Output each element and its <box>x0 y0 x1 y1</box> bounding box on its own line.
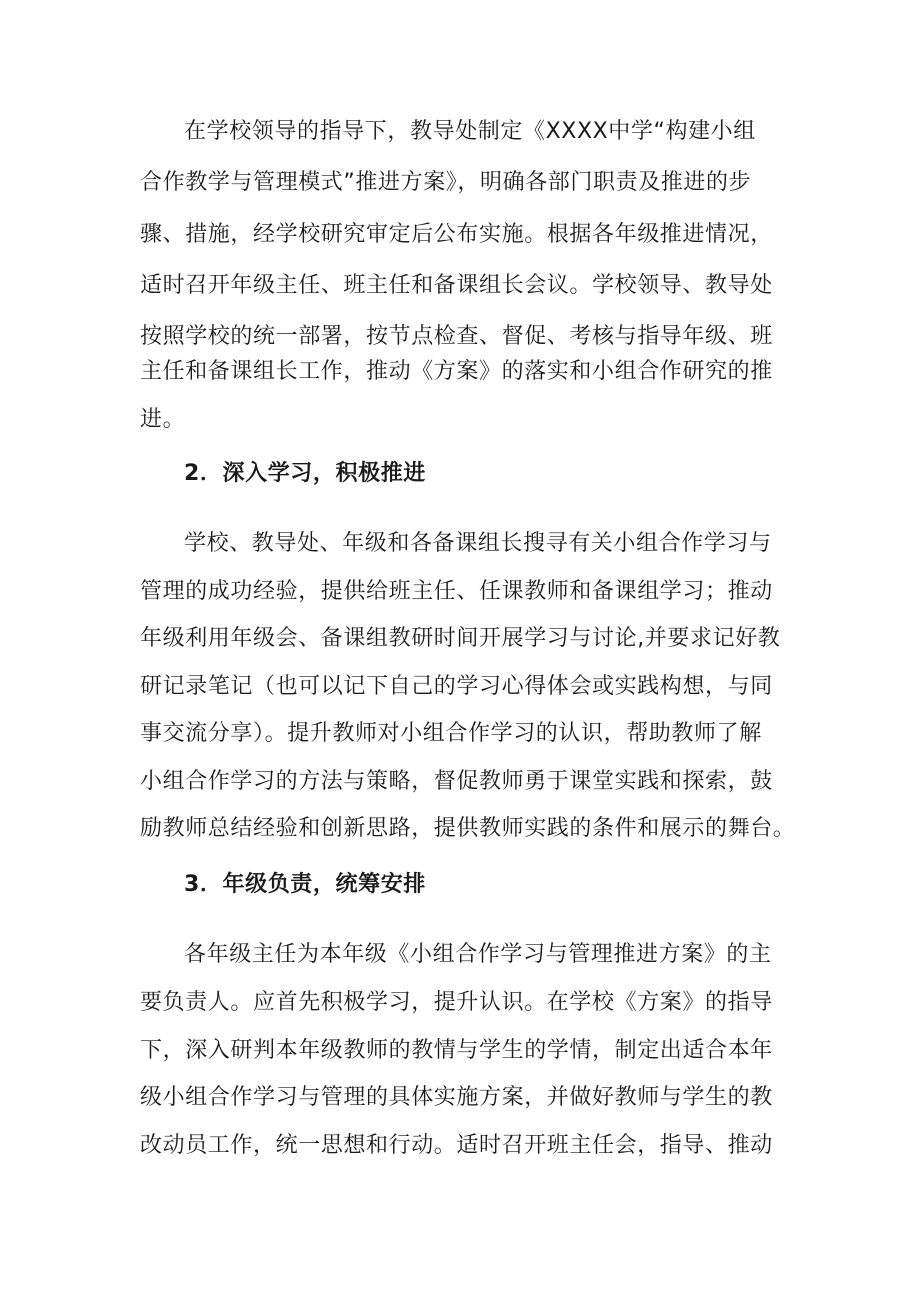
paragraph-2-line-6: 小组合作学习的方法与策略，督促教师勇于课堂实践和探索，鼓 <box>140 769 773 794</box>
paragraph-1-line-6: 主任和备课组长工作，推动《方案》的落实和小组合作研究的推 <box>140 359 773 384</box>
paragraph-2-line-7: 励教师总结经验和创新思路，提供教师实践的条件和展示的舞台。 <box>140 816 796 841</box>
paragraph-2-line-4: 研记录笔记（也可以记下自己的学习心得体会或实践构想，与同 <box>140 674 773 699</box>
paragraph-3-line-2: 要负责人。应首先积极学习，提升认识。在学校《方案》的指导 <box>140 990 773 1015</box>
paragraph-3-line-4: 级小组合作学习与管理的具体实施方案，并做好教师与学生的教 <box>140 1085 773 1110</box>
paragraph-1-line-2: 合作教学与管理模式”推进方案》，明确各部门职责及推进的步 <box>140 170 752 195</box>
paragraph-2-line-1: 学校、教导处、年级和各备课组长搜寻有关小组合作学习与 <box>184 531 772 556</box>
paragraph-1-line-3: 骤、措施，经学校研究审定后公布实施。根据各年级推进情况， <box>140 222 773 247</box>
paragraph-1-line-4: 适时召开年级主任、班主任和备课组长会议。学校领导、教导处 <box>140 273 773 298</box>
paragraph-3-line-5: 改动员工作，统一思想和行动。适时召开班主任会，指导、推动 <box>140 1133 773 1158</box>
paragraph-3-line-1: 各年级主任为本年级《小组合作学习与管理推进方案》的主 <box>184 942 772 967</box>
section-heading-3: 3．年级负责，统筹安排 <box>184 872 426 897</box>
paragraph-2-line-5: 事交流分享）。提升教师对小组合作学习的认识，帮助教师了解 <box>140 721 762 746</box>
paragraph-2-line-3: 年级利用年级会、备课组教研时间开展学习与讨论,并要求记好教 <box>140 626 781 651</box>
paragraph-2-line-2: 管理的成功经验，提供给班主任、任课教师和备课组学习；推动 <box>140 579 773 604</box>
section-heading-2: 2．深入学习，积极推进 <box>184 461 426 486</box>
paragraph-1-line-1: 在学校领导的指导下，教导处制定《XXXX中学“构建小组 <box>184 119 756 144</box>
paragraph-1-line-5: 按照学校的统一部署，按节点检查、督促、考核与指导年级、班 <box>140 324 773 349</box>
paragraph-3-line-3: 下，深入研判本年级教师的教情与学生的学情，制定出适合本年 <box>140 1038 773 1063</box>
paragraph-1-line-7: 进。 <box>140 407 186 432</box>
